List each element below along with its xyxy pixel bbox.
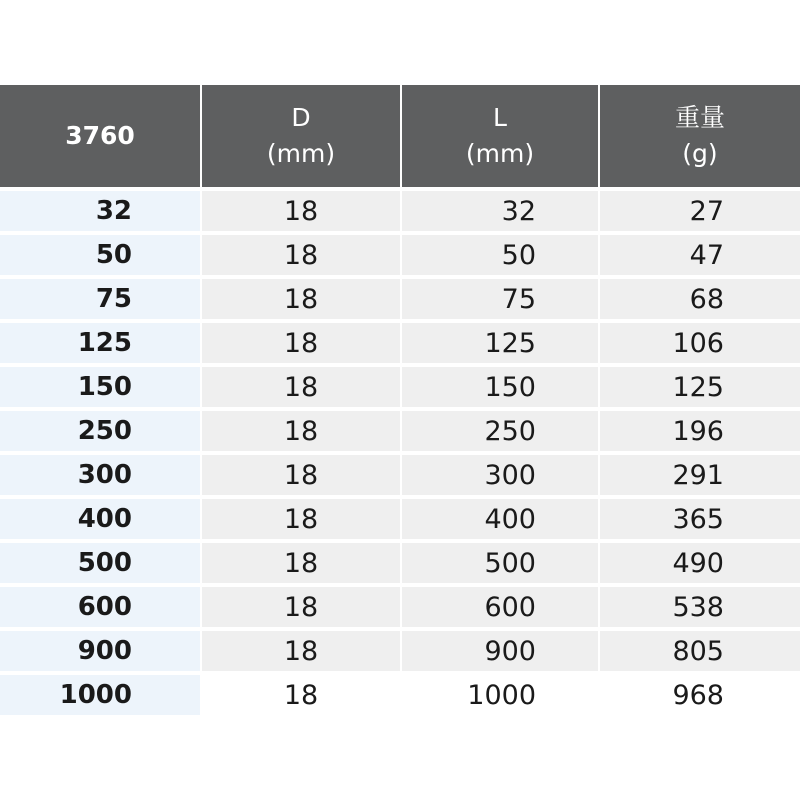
header-l-unit: (mm) <box>465 139 535 168</box>
cell-l: 50 <box>402 235 598 275</box>
cell-d: 18 <box>202 323 400 363</box>
cell-d: 18 <box>202 279 400 319</box>
header-l-name: L <box>493 103 507 132</box>
cell-l: 150 <box>402 367 598 407</box>
cell-d: 18 <box>202 499 400 539</box>
cell-d: 18 <box>202 411 400 451</box>
table-row <box>0 235 800 275</box>
header-d-name: D <box>291 103 311 132</box>
header-model <box>0 85 200 187</box>
table-row <box>0 323 800 363</box>
cell-model: 500 <box>0 543 200 583</box>
cell-d: 18 <box>202 675 400 715</box>
header-d <box>200 85 400 187</box>
cell-d: 18 <box>202 543 400 583</box>
cell-l: 32 <box>402 191 598 231</box>
cell-l: 125 <box>402 323 598 363</box>
cell-weight: 196 <box>600 411 800 451</box>
cell-model: 1000 <box>0 675 200 715</box>
cell-weight: 106 <box>600 323 800 363</box>
cell-d: 18 <box>202 587 400 627</box>
cell-d: 18 <box>202 367 400 407</box>
table-row <box>0 631 800 671</box>
table-row <box>0 367 800 407</box>
table-row <box>0 587 800 627</box>
cell-weight: 968 <box>600 675 800 715</box>
cell-d: 18 <box>202 455 400 495</box>
cell-weight: 27 <box>600 191 800 231</box>
cell-l: 400 <box>402 499 598 539</box>
cell-weight: 125 <box>600 367 800 407</box>
cell-d: 18 <box>202 191 400 231</box>
cell-l: 1000 <box>402 675 598 715</box>
cell-weight: 490 <box>600 543 800 583</box>
header-model-label: 3760 <box>65 121 135 150</box>
table-row <box>0 191 800 231</box>
cell-model: 300 <box>0 455 200 495</box>
header-weight-unit: (g) <box>682 139 718 168</box>
table-row <box>0 675 800 715</box>
cell-d: 18 <box>202 235 400 275</box>
cell-l: 500 <box>402 543 598 583</box>
table-header <box>0 85 800 187</box>
cell-l: 300 <box>402 455 598 495</box>
cell-weight: 805 <box>600 631 800 671</box>
cell-weight: 68 <box>600 279 800 319</box>
table-row <box>0 455 800 495</box>
header-weight <box>598 85 800 187</box>
cell-model: 75 <box>0 279 200 319</box>
header-l <box>400 85 598 187</box>
cell-l: 75 <box>402 279 598 319</box>
cell-model: 400 <box>0 499 200 539</box>
cell-model: 900 <box>0 631 200 671</box>
cell-model: 150 <box>0 367 200 407</box>
cell-weight: 365 <box>600 499 800 539</box>
cell-d: 18 <box>202 631 400 671</box>
cell-model: 50 <box>0 235 200 275</box>
table-row <box>0 411 800 451</box>
header-d-unit: (mm) <box>266 139 336 168</box>
cell-model: 125 <box>0 323 200 363</box>
table-row <box>0 279 800 319</box>
cell-model: 250 <box>0 411 200 451</box>
cell-weight: 291 <box>600 455 800 495</box>
table-body <box>0 191 800 715</box>
cell-model: 32 <box>0 191 200 231</box>
table-row <box>0 499 800 539</box>
spec-table <box>0 85 800 715</box>
cell-weight: 47 <box>600 235 800 275</box>
table-row <box>0 543 800 583</box>
header-weight-name: 重量 <box>674 103 725 132</box>
cell-weight: 538 <box>600 587 800 627</box>
cell-l: 600 <box>402 587 598 627</box>
cell-l: 900 <box>402 631 598 671</box>
cell-model: 600 <box>0 587 200 627</box>
cell-l: 250 <box>402 411 598 451</box>
